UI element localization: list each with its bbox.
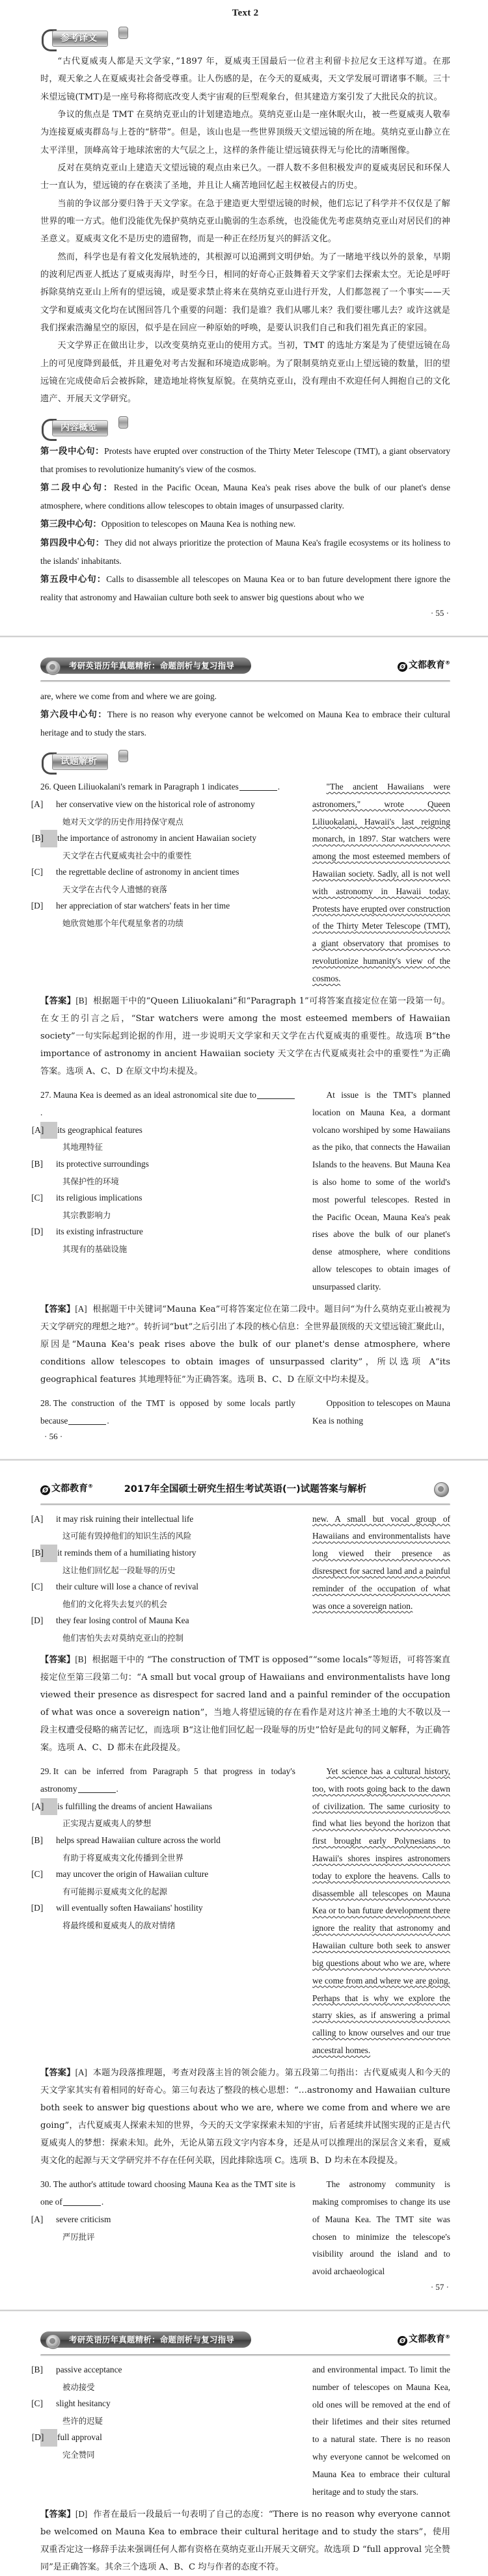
option-text-cn: 严厉批评 [62,2231,95,2242]
question-stem-text: The author's attitude toward choosing Mauna Kea as the TMT site is one of [40,2179,295,2207]
overview-line [40,570,450,607]
option-text-cn: 完全赞同 [62,2450,95,2460]
option-text-cn: 她对天文学的历史作用持保守观点 [62,816,183,827]
question-stem-tail: . [277,781,280,791]
tag-knob-icon [118,416,128,429]
brand-name: 文都教育 [51,1483,88,1494]
source-excerpt-column [312,778,450,988]
option-text-cn: 这可能有毁掉他们的知识生活的风险 [62,1531,192,1541]
option-text-cn: 天文学在古代令人遗憾的衰落 [62,884,168,894]
answer-label: 【答案】 [40,2067,75,2078]
folio-page-number: · 56 · [44,1431,63,1441]
option-tag-selected: [B] [40,1545,57,1562]
brand-mark-icon: Ø [398,2336,407,2346]
seal-icon [46,660,61,675]
exam-title: 2017年全国硕士研究生招生考试英语(一)试题答案与解析 [124,1483,367,1494]
option-tag: [A] [31,799,44,809]
overview-line [40,479,450,515]
overview-text: There is no reason why everyone cannot be welcomed on Mauna Kea to embrace their cultural heritage and to study the stars. [40,709,451,738]
answer-text: 根据题干中关键词“Mauna Kea”可将答案定位在第二段中。题目问“为什么莫纳克亚山被视为天文学研究的理想之地?”。转折词“but”之后引出了本段的核心信息：全世界最顶级的天文望远镜汇聚此山，原因是“Mauna Kea's peak rises above the bulk of our planet's dense atmosphere, where conditions allow telescopes to obtain images of unsurpassed clarity”，所以选项 A“its geographical features 其地理特征”为正确答案。选项 B、C、D 在原文中均未提及。 [40,1304,450,1385]
overview-label: 第五段中心句 [40,574,97,585]
book-page-56 [0,656,488,1442]
question-stem [40,1087,295,1122]
option-text-en: its religious implications [56,1193,142,1203]
brand-mark-icon: Ø [398,662,407,672]
option-text-en: slight hesitancy [56,2398,111,2409]
answer-blank [78,1792,116,1793]
option-row[interactable] [31,1511,295,1528]
option-row[interactable] [31,1578,295,1596]
question-column [31,2361,295,2501]
option-row[interactable] [31,897,295,915]
option-row[interactable] [31,1612,295,1630]
section-tag-analysis [40,752,450,772]
option-text-cn: 他们的文化将失去复兴的机会 [62,1599,168,1609]
section-tag-translation [40,29,450,49]
source-excerpt-column [312,2361,450,2501]
running-head-rule [40,1504,450,1506]
question-stem-text: It can be inferred from Paragraph 5 that progress in today's astronomy [40,1766,295,1794]
overview-line [40,442,450,479]
question-number: 28. [40,1398,51,1408]
overview-line [40,706,450,742]
answer-label: 【答案】 [40,1654,75,1665]
option-tag: [C] [31,1869,43,1879]
question-block-28 [31,1511,450,1647]
option-text-en: passive acceptance [56,2365,122,2374]
question-column [31,2176,295,2281]
running-head-title [40,657,251,674]
overview-label: 第二段中心句 [40,483,103,493]
source-excerpt: The astronomy community is making compromises to change its use of Mauna Kea. The TMT site was chosen to minimize the telescope's visibility around the island and to avoid archaeological [312,2179,450,2277]
option-row[interactable] [31,796,295,814]
option-row[interactable] [31,1223,295,1241]
option-row[interactable] [32,1545,295,1562]
option-tag: [B] [31,2365,43,2374]
question-block-27 [31,1087,450,1296]
question-column [31,778,295,988]
source-excerpt: Yet science has a cultural history, too, with roots going back to the dawn of civilization. The same curiosity to find what lies beyond the horizon that first brought early Polynesians to Hawaii's shores inspires astronomers today to explore the heavens. Calls to disassemble all telescopes on Mauna Kea or to ban future development there ignore the reality that astronomy and Hawaiian culture both seek to answer big questions about who we are, where we come from and where we are going. Perhaps that is why we explore the starry skies, as if answering a primal calling to know ourselves and our true ancestral homes. [312,1766,450,2055]
option-tag-selected: [A] [40,1798,57,1816]
answer-text: 本题为段落推理题，考查对段落主旨的领会能力。第五段第二句指出：古代夏威夷人和今天的天文学家其实有着相同的好奇心。第三句表达了整段的核心思想：“…astronomy and Hawaiian culture both seek to answer big questions about who we are, where we come from and where we are going”，古代夏威夷人探索未知的世界，今天的天文学家探索未知的宇宙，后者延续并试图实现的正是古代夏威夷人的梦想：探索未知。此外，无论从第五段文字内容本身，还是从可以推理出的深层含义来看，夏威夷文化的起源与天文学研究并不存在任何关联，因此排除选项 C。选项 B、D 均未在本段提及。 [40,2067,450,2166]
option-text-cn: 其现有的基础设施 [62,1244,128,1255]
answer-choice: [B] [75,995,87,1005]
option-row[interactable] [31,1900,295,1917]
brand-registered-icon: ® [445,659,450,666]
option-text-en: full approval [57,2432,102,2443]
question-number: 26. [40,781,51,791]
option-text-cn: 有可能揭示夏威夷文化的起源 [62,1886,168,1896]
book-page-57 [0,1480,488,2292]
question-column [40,1395,295,1430]
option-row[interactable] [31,2429,295,2447]
option-text-cn: 她欣赏她那个年代观星象者的功绩 [62,918,183,929]
running-head-left-page [40,656,450,684]
option-row[interactable] [31,2211,295,2229]
overview-label: 第四段中心句 [40,538,96,548]
option-text-cn: 这让他们回忆起一段耻辱的历史 [62,1565,176,1575]
answer-explanation [40,1300,450,1388]
section-tag-overview [40,419,450,438]
source-excerpt-column [312,1763,450,2060]
option-text-en: will eventually soften Hawaiians' hostility [56,1903,203,1913]
tag-knob-icon [118,750,128,762]
option-text-en: their culture will lose a chance of revival [56,1582,198,1592]
question-stem-text: Mauna Kea is deemed as an ideal astronomical site due to [53,1089,256,1100]
question-number: 30. [40,2179,51,2190]
overview-label: 第三段中心句 [40,520,93,529]
overview-separator: ： [92,520,102,529]
option-tag: [C] [31,2398,43,2409]
overview-label: 第一段中心句 [40,446,96,457]
option-row[interactable] [31,2395,295,2413]
option-row[interactable] [31,1156,295,1173]
translation-paragraph: 天文学界正在做出让步，以改变莫纳克亚山的使用方式。当初，TMT 的选址方案是为了使望远镜在岛上的可见度降到最低，并且避免对考古发掘和环境造成影响。为了限制莫纳克亚山上望远镜的数量，旧的望远镜在完成使命后会被拆除，建造地址将恢复原貌。在莫纳克亚山，没有理由不欢迎任何人拥抱自己的文化遗产、开展天文学研究。 [40,341,450,405]
option-row[interactable] [31,1189,295,1207]
option-text-en: is fulfilling the dreams of ancient Hawaiians [57,1801,212,1811]
option-text-en: her conservative view on the historical role of astronomy [56,799,255,809]
option-text-en: may uncover the origin of Hawaiian culture [56,1869,209,1879]
option-tag-selected: [B] [40,830,57,847]
option-text-en: the regrettable decline of astronomy in ancient times [56,867,239,877]
question-stem-tail: . [101,2196,104,2207]
question-block-28-partial [40,1395,450,1430]
option-tag: [C] [31,867,43,877]
answer-choice: [A] [75,2067,87,2077]
translation-paragraph: “古代夏威夷人都是天文学家，”1897 年，夏威夷王国最后一位君主利留卡拉尼女王这样写道。在那时，观天象之人在夏威夷社会备受尊重。让人伤感的是，在今天的夏威夷，天文学发展可谓诸事不顺。三十米望远镜(TMT)是一座号称将彻底改变人类宇宙观的巨型观象台，但其建造方案引发了大批民众的抗议。 [40,57,450,102]
option-text-en: it may risk ruining their intellectual life [56,1513,194,1524]
translation-paragraph: 反对在莫纳克亚山上建造天文望远镜的观点由来已久。一群人数不多但积极发声的夏威夷居民和环保人士一直认为，望远镜的存在亵渎了圣地，并且让人痛苦地回忆起主权被侵占的历史。 [40,163,450,191]
overview-line [40,534,450,570]
source-excerpt: and environmental impact. To limit the number of telescopes on Mauna Kea, old ones will be removed at the end of their lifetimes and their sites returned to a natural state. There is no reason why everyone cannot be welcomed on Mauna Kea to embrace their cultural heritage and to study the stars. [312,2365,450,2497]
option-text-en: its geographical features [57,1124,142,1135]
page-separator [0,1442,488,1480]
option-row[interactable] [31,1798,295,1816]
running-head-title-text: 考研英语历年真题精析：命题剖析与复习指导 [69,661,235,671]
question-column [31,1511,295,1647]
option-text-en: severe criticism [56,2214,111,2224]
section-tag-label: 内容概览 [52,420,108,436]
answer-label: 【答案】 [40,2509,75,2519]
question-stem [40,1395,295,1430]
option-tag-selected: [A] [40,1122,57,1139]
overview-label: 第六段中心句 [40,710,98,720]
running-head-title-text: 考研英语历年真题精析：命题剖析与复习指导 [69,2335,235,2344]
question-stem-text: Queen Liliuokalani's remark in Paragraph 1 indicates [53,781,239,791]
brand-name: 文都教育 [409,660,445,671]
option-row[interactable] [31,864,295,881]
answer-choice: [D] [75,2508,88,2519]
source-excerpt: new. A small but vocal group of Hawaiians and environmentalists have long viewed their presence as disrespect for sacred land and a painful reminder of the occupation of what was once a sovereign nation. [312,1513,450,1611]
overview-separator: ： [95,446,105,457]
answer-explanation [40,1651,450,1757]
translation-paragraph: 争议的焦点是 TMT 在莫纳克亚山的计划建造地点。莫纳克亚山是一座休眠火山，被一些夏威夷人敬奉为连接夏威夷群岛与上苍的“脐带”。但是，该山也是一些世界顶级天文望远镜的所在地。莫纳克亚山静立在太平洋里，顶峰高耸于地球浓密的大气层之上，这样的条件能让望远镜获得无与伦比的清晰图像。 [40,109,450,155]
question-column [31,1763,295,2060]
option-text-en: its existing infrastructure [56,1227,143,1237]
question-column [31,1087,295,1296]
folio-page-number: · 55 · [430,608,449,618]
option-row[interactable] [31,1832,295,1850]
folio-page-number: · 57 · [430,2282,449,2292]
source-excerpt-column [312,1395,450,1430]
question-block-30 [31,2361,450,2501]
option-tag: [D] [31,901,44,911]
seal-icon [434,1482,449,1497]
answer-blank [239,790,277,791]
carryover-text: are, where we come from and where we are going. [40,691,217,702]
option-text-cn: 其保护性的环境 [62,1176,119,1186]
running-head-title [40,2331,251,2348]
question-block-29 [31,1763,450,2060]
question-stem-tail: . [40,1107,43,1117]
option-row[interactable] [31,1866,295,1883]
publisher-logo [398,2332,450,2346]
question-number: 29. [40,1766,51,1776]
brand-registered-icon: ® [445,2333,450,2340]
answer-explanation [40,2505,450,2576]
option-text-en: helps spread Hawaiian culture across the world [56,1835,221,1845]
running-head-rule [40,2354,450,2356]
question-stem-text: The construction of the TMT is opposed by some locals partly because [40,1398,295,1426]
source-excerpt-column [312,1087,450,1296]
answer-explanation [40,2064,450,2170]
running-head-rule [40,680,450,682]
section-tag-label: 参考译文 [52,31,108,47]
option-text-cn: 正实现古夏威夷人的梦想 [62,1818,152,1829]
question-stem [40,778,295,796]
option-text-cn: 其宗教影响力 [62,1210,111,1220]
option-text-cn: 其地理特征 [62,1142,103,1152]
answer-text: 作者在最后一段最后一句表明了自己的态度：“There is no reason why everyone cannot be welcomed on Mauna Kea to embrace their cultural heritage and to study the stars”，使用双重否定这一修辞手法来强调任何人都有资格在莫纳克亚山开展天文研究。故选项 D “full approval 完全赞同”是正确答案。其余三个选项 A、B、C 均与作者的态度不符。 [40,2509,450,2572]
source-excerpt: "The ancient Hawaiians were astronomers," wrote Queen Liliuokalani, Hawaii's last reigning monarch, in 1897. Star watchers were among the most esteemed members of Hawaiian society. Sadly, all is not well with astronomy in Hawaii today. Protests have erupted over construction of the Thirty Meter Telescope (TMT), a giant observatory that promises to revolutionize humanity's view of the cosmos. [312,781,450,983]
option-tag: [B] [31,1835,43,1845]
option-text-cn: 被动接受 [62,2382,95,2392]
question-block-26 [31,778,450,988]
book-page-55 [0,0,488,618]
overview-text: Protests have erupted over construction of the Thirty Meter Telescope (TMT), a giant observatory that promises to revolutionize humanity's view of the cosmos. [40,445,451,475]
answer-blank [63,2205,101,2206]
overview-separator: ： [98,710,107,720]
question-stem [40,1763,295,1798]
overview-separator: ： [95,538,105,548]
answer-text: 根据题干中的“Queen Liliuokalani”和“Paragraph 1”可将答案直接定位在第一段第一句。在女王的引言之后，“Star watchers were among the most esteemed members of Hawaiian society”一句实际起到论据的作用，进一步说明天文学家和天文学在古代夏威夷的重要性。故选项 B“the importance of astronomy in ancient Hawaiian society 天文学在古代夏威夷社会中的重要性”为正确答案。选项 A、C、D 在原文中均未提及。 [40,996,450,1076]
question-block-30-partial [31,2176,450,2281]
brand-mark-icon: Ø [40,1485,50,1495]
option-text-en: the importance of astronomy in ancient Hawaiian society [57,832,257,843]
option-tag: [A] [31,1513,44,1524]
publisher-logo [398,658,450,672]
question-stem [40,2176,295,2211]
option-text-en: they fear losing control of Mauna Kea [56,1615,189,1626]
answer-blank [68,1424,106,1425]
tag-knob-icon [118,27,128,39]
option-text-en: it reminds them of a humiliating history [57,1547,197,1558]
page-separator [0,618,488,656]
answer-label: 【答案】 [40,1304,75,1314]
option-tag-selected: [D] [40,2429,57,2447]
option-row[interactable] [31,2361,295,2379]
page-separator [0,2292,488,2330]
answer-explanation [40,992,450,1080]
book-page-58 [0,2330,488,2576]
option-text-cn: 他们害怕失去对莫纳克亚山的控制 [62,1633,183,1643]
option-tag: [D] [31,1903,44,1913]
question-number: 27. [40,1089,51,1100]
option-row[interactable] [32,830,295,847]
option-text-cn: 些许的迟疑 [62,2416,103,2426]
answer-blank [257,1098,295,1099]
option-tag: [D] [31,1615,44,1626]
option-text-cn: 有助于将夏威夷文化传播到全世界 [62,1852,183,1863]
option-text-cn: 天文学在古代夏威夷社会中的重要性 [62,850,192,860]
option-tag: [C] [31,1193,43,1203]
option-tag: [B] [31,1158,43,1169]
answer-label: 【答案】 [40,996,76,1006]
section-tag-label: 试题解析 [52,754,108,770]
brand-name: 文都教育 [409,2334,445,2344]
option-text-en: its protective surroundings [56,1158,149,1169]
page-title: Text 2 [232,8,259,18]
overview-text: Rested in the Pacific Ocean, Mauna Kea's peak rises above the bulk of our planet's dense atmosphere, where conditions allow telescopes to obtain images of unsurpassed clarity. [40,482,451,511]
source-excerpt-column [312,2176,450,2281]
brand-registered-icon: ® [88,1482,93,1489]
source-excerpt-column [312,1511,450,1647]
option-tag: [D] [31,1227,44,1237]
running-head-left-page [40,2330,450,2357]
option-tag: [A] [31,2214,44,2224]
answer-text: 根据题干中的 “The construction of TMT is opposed”“some locals”等短语，可将答案直接定位至第三段第二句：“A small but vocal group of Hawaiians and environmentalists have long viewed their presence as disrespect for sacred land and a painful reminder of the occupation of what was once a sovereign nation”，当地人将望远镜的存在看作是对这片神圣土地的大不敬以及一段主权遭受侵略的痛苦记忆，而选项 B“这让他们回忆起一段耻辱的历史”恰好是此句的同义解释，为正确答案。选项 A、C、D 都未在此段提及。 [40,1654,450,1753]
overview-text: They did not always prioritize the protection of Mauna Kea's fragile ecosystems or its holiness to the islands' inhabitants. [40,537,451,566]
translation-paragraph: 然而，科学也是有着文化发展轨迹的，其根源可以追溯到文明伊始。为了一睹地平线以外的景象，早期的波利尼西亚人抵达了夏威夷海岸，时至今日，相同的好奇心正鼓舞着天文学家们去探索太空。无论是呼吁拆除莫纳克亚山上所有的望远镜，或是要求禁止将来在莫纳克亚山进行开发，人们都忽视了一个事实——天文学和夏威夷文化均在试图回答几个重要的问题：我们是谁？我们从哪儿来？我们要往哪儿去？或许这就是我们探索浩瀚星空的原因，似乎是在回应一种原始的呼唤，是要认识我们自己和我们祖先真正的家园。 [40,252,450,333]
overview-line [40,515,450,534]
option-text-en: her appreciation of star watchers' feats in her time [56,901,230,911]
answer-choice: [A] [75,1303,87,1314]
overview-separator: ： [96,574,107,585]
translation-paragraph: 当前的争议部分要归咎于天文学家。在急于建造更大型望远镜的时候，他们忘记了科学并不仅仅是了解世界的唯一方式。他们没能优先保护莫纳克亚山脆弱的生态系统，也没能优先考虑莫纳克亚山对居民们的神圣意义。夏威夷文化不是历史的遗留物，而是一种正在经历复兴的鲜活文化。 [40,198,450,245]
answer-choice: [B] [75,1654,87,1664]
overview-separator: ： [103,483,114,493]
overview-text: Opposition to telescopes on Mauna Kea is nothing new. [101,519,296,529]
option-tag: [C] [31,1582,43,1592]
question-stem-tail: . [116,1783,118,1794]
option-row[interactable] [31,1122,295,1139]
running-head-right-page [40,1480,450,1507]
seal-icon [46,2334,61,2349]
overview-text: Calls to disassemble all telescopes on Mauna Kea or to ban future development there ignore the reality that astronomy and Hawaiian culture both seek to answer big questions about who we [40,574,451,603]
question-stem-tail: . [107,1415,109,1426]
source-excerpt: Opposition to telescopes on Mauna Kea is nothing [312,1398,450,1426]
source-excerpt: At issue is the TMT's planned location on Mauna Kea, a dormant volcano worshiped by some Hawaiians as the piko, that connects the Hawaiian Islands to the heavens. But Mauna Kea is also home to some of the world's most powerful telescopes. Rested in the Pacific Ocean, Mauna Kea's peak rises above the bulk of our planet's dense atmosphere, where conditions allow telescopes to obtain images of unsurpassed clarity. [312,1089,450,1292]
option-text-cn: 将最终缓和夏威夷人的敌对情绪 [62,1920,176,1931]
